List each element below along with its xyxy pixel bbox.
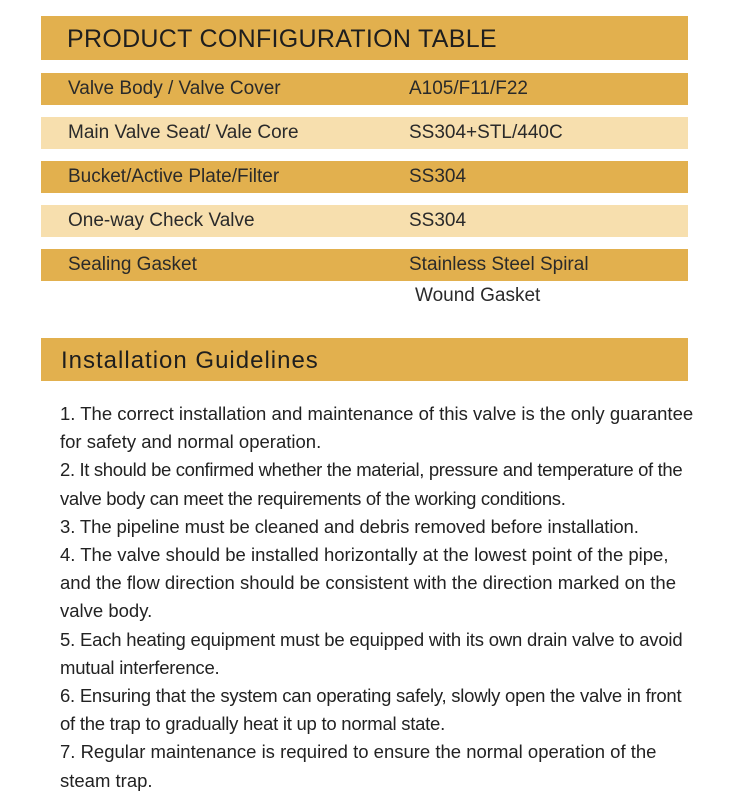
config-material-continuation: Wound Gasket	[415, 285, 541, 306]
guideline-item: 1. The correct installation and maintenance of this valve is the only guarantee for safety and normal operation.	[60, 403, 694, 453]
guideline-item: 7. Regular maintenance is required to ensure the normal operation of the steam trap.	[60, 741, 657, 791]
guidelines-title: Installation Guidelines	[41, 338, 688, 381]
config-part-label: Main Valve Seat/ Vale Core	[68, 122, 299, 143]
config-material-value: SS304	[409, 166, 467, 187]
guideline-item: 3. The pipeline must be cleaned and debris removed before installation.	[60, 515, 639, 537]
config-row-valve-body	[41, 73, 688, 105]
config-table-title: PRODUCT CONFIGURATION TABLE	[41, 16, 688, 60]
config-row-check-valve	[41, 205, 688, 237]
config-part-label: Valve Body / Valve Cover	[68, 78, 281, 99]
guideline-item: 2. It should be confirmed whether the material, pressure and temperature of the valve body can meet the requirements of the working conditions.	[60, 459, 683, 509]
config-part-label: Sealing Gasket	[68, 254, 197, 275]
config-row-bucket	[41, 161, 688, 193]
guidelines-list	[60, 400, 700, 795]
guideline-item: 5. Each heating equipment must be equipped with its own drain valve to avoid mutual interference.	[60, 628, 683, 678]
guideline-item: 4. The valve should be installed horizontally at the lowest point of the pipe, and the flow direction should be consistent with the direction marked on the valve body.	[60, 544, 677, 622]
config-material-value: A105/F11/F22	[409, 78, 529, 99]
config-row-sealing-gasket	[41, 249, 688, 281]
config-part-label: Bucket/Active Plate/Filter	[68, 166, 280, 187]
config-part-label: One-way Check Valve	[68, 210, 255, 231]
guideline-item: 6. Ensuring that the system can operating safely, slowly open the valve in front of the trap to gradually heat it up to normal state.	[60, 685, 682, 735]
config-material-value: SS304	[409, 210, 467, 231]
config-material-value: Stainless Steel Spiral	[409, 254, 589, 275]
config-material-value: SS304+STL/440C	[409, 122, 563, 143]
config-row-valve-seat	[41, 117, 688, 149]
